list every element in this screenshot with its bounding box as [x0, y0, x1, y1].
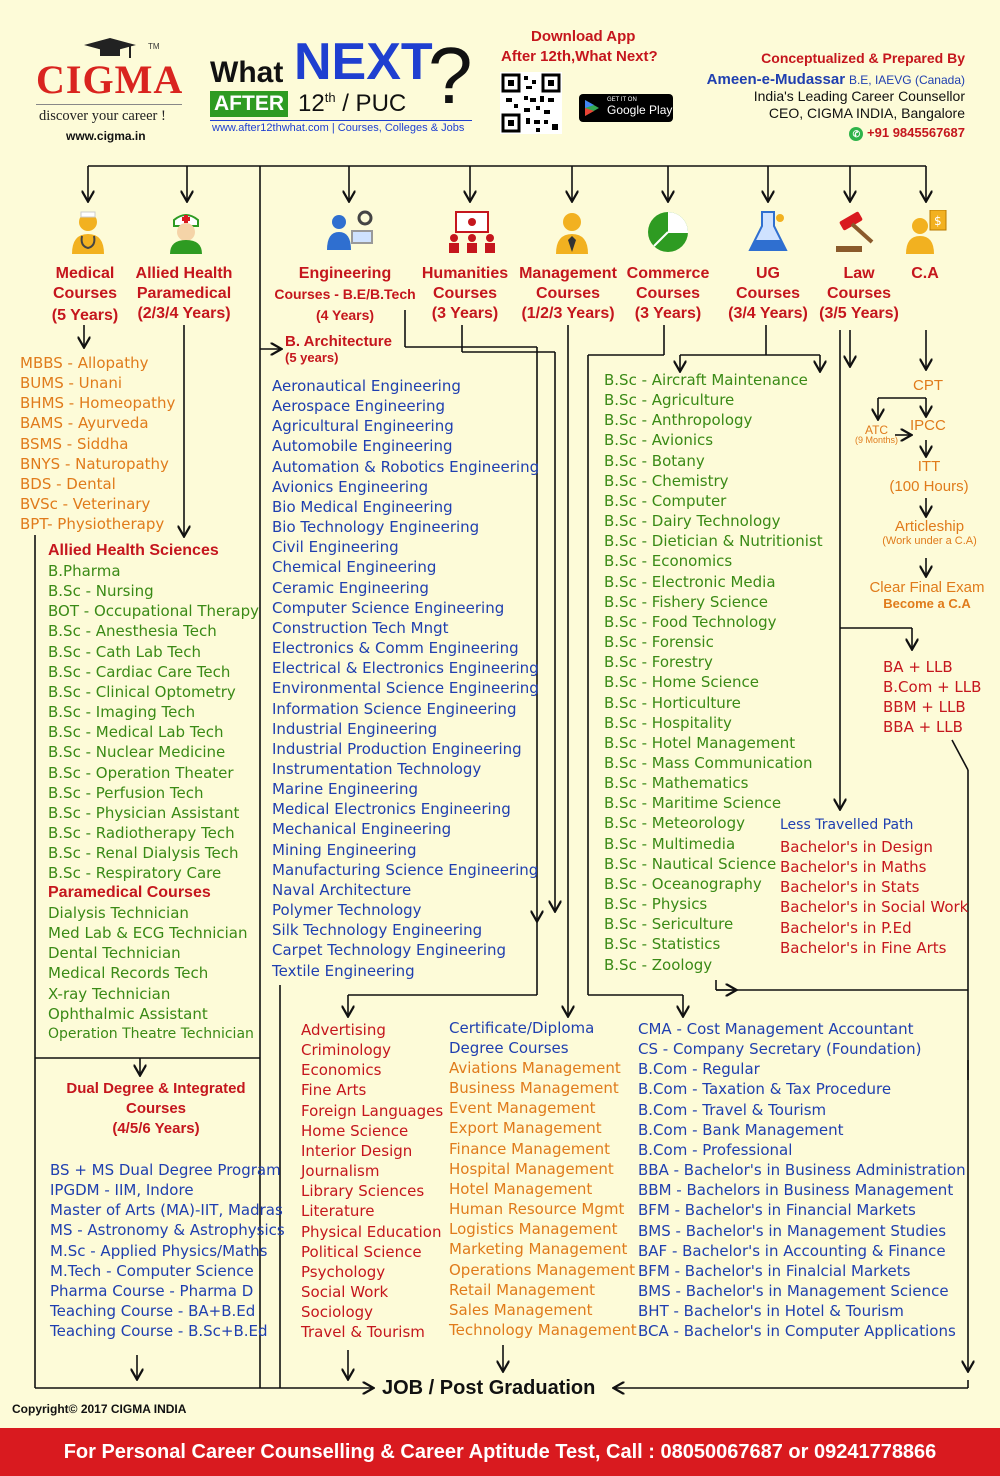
google-play-button[interactable]	[579, 94, 673, 122]
author-block	[680, 50, 965, 145]
list-item[interactable]: Dental Technician	[48, 944, 181, 963]
category-law-years: (3/5 Years)	[819, 305, 899, 322]
list-item[interactable]: Environmental Science Engineering	[272, 679, 539, 698]
ca-final-exam[interactable]	[864, 579, 990, 611]
graduation-cap-icon	[84, 38, 136, 54]
list-item[interactable]: Advertising	[301, 1021, 386, 1039]
category-engineering-l2: Courses - B.E/B.Tech	[274, 286, 416, 302]
list-item[interactable]: Travel & Tourism	[301, 1323, 425, 1342]
download-section	[495, 28, 685, 143]
ca-become-label: Become a C.A	[883, 596, 971, 611]
list-item[interactable]: Teaching Course - B.Sc+B.Ed	[50, 1322, 268, 1341]
list-item[interactable]: B.Sc - Statistics	[604, 935, 721, 954]
puc-text: / PUC	[342, 90, 407, 117]
list-item[interactable]: B.Com - Professional	[638, 1140, 793, 1159]
medical-courses-list	[20, 353, 175, 534]
list-item[interactable]: B.Sc - Respiratory Care	[48, 864, 222, 883]
less-travelled-heading: Less Travelled Path	[780, 817, 914, 833]
list-item[interactable]: Retail Management	[449, 1280, 595, 1299]
list-item[interactable]: B.Sc - Food Technology	[604, 612, 777, 631]
ca-articleship-note: (Work under a C.A)	[882, 535, 977, 547]
list-item[interactable]: BHT - Bachelor's in Hotel & Tourism	[638, 1302, 904, 1321]
category-commerce-years: (3 Years)	[634, 305, 702, 322]
list-item[interactable]: Bio Medical Engineering	[272, 497, 453, 516]
ca-cpt[interactable]: CPT	[913, 377, 943, 394]
list-item[interactable]: BUMS - Unani	[20, 374, 123, 393]
list-item[interactable]: Electrical & Electronics Engineering	[272, 659, 539, 678]
doctor-icon	[66, 210, 110, 254]
ca-ipcc[interactable]: IPCC	[910, 417, 946, 434]
author-role-1: India's Leading Career Counsellor	[753, 88, 965, 104]
ca-articleship[interactable]	[872, 518, 987, 547]
category-management-l1: Management	[519, 265, 617, 282]
list-item[interactable]: B.Sc - Zoology	[604, 955, 713, 974]
classroom-icon	[446, 210, 498, 254]
list-item[interactable]: Fine Arts	[301, 1081, 367, 1100]
list-item[interactable]: X-ray Technician	[48, 984, 171, 1003]
author-phone: +91 9845567687	[867, 125, 965, 140]
paramedical-heading: Paramedical Courses	[48, 884, 211, 901]
list-item[interactable]: B.Sc - Physician Assistant	[48, 803, 240, 822]
list-item[interactable]: Teaching Course - BA+B.Ed	[50, 1302, 256, 1321]
list-item[interactable]: B.Sc - Operation Theater	[48, 763, 234, 782]
law-courses-list	[883, 657, 981, 738]
dual-degree-l2: Courses	[125, 1100, 187, 1117]
dual-degree-heading	[52, 1079, 260, 1139]
list-item[interactable]: Interior Design	[301, 1141, 413, 1160]
list-item[interactable]: Manufacturing Science Engineering	[272, 860, 539, 879]
list-item[interactable]: Medical Electronics Engineering	[272, 800, 511, 819]
list-item[interactable]: Instrumentation Technology	[272, 759, 482, 778]
list-item[interactable]: B.Sc - Medical Lab Tech	[48, 723, 224, 742]
trademark-mark: TM	[148, 42, 160, 51]
list-item: Certificate/Diploma	[449, 1019, 595, 1037]
store-small-label: GET IT ON	[607, 97, 637, 103]
category-humanities[interactable]	[418, 264, 512, 324]
list-item[interactable]: Textile Engineering	[272, 961, 415, 980]
category-law-l1: Law	[843, 265, 875, 282]
store-name-label: Google Play	[607, 103, 673, 117]
category-allied-l1: Allied Health	[135, 265, 233, 282]
dual-degree-list	[50, 1160, 285, 1341]
author-quals: B.E, IAEVG (Canada)	[848, 73, 965, 87]
author-name: Ameen-e-Mudassar	[706, 71, 846, 88]
category-commerce-l1: Commerce	[626, 265, 710, 282]
list-item[interactable]: B.Sc - Fishery Science	[604, 592, 768, 611]
list-item[interactable]: B.Sc - Mathematics	[604, 774, 749, 793]
list-item[interactable]: Automation & Robotics Engineering	[272, 457, 540, 476]
list-item[interactable]: B.Sc - Nautical Science	[604, 854, 777, 873]
list-item[interactable]: Export Management	[449, 1119, 602, 1138]
twelfth-suffix: th	[324, 90, 336, 105]
list-item[interactable]: B.Sc - Botany	[604, 451, 705, 470]
category-medical-l2: Courses	[52, 285, 118, 302]
list-item[interactable]: Dialysis Technician	[48, 904, 189, 922]
list-item[interactable]: Avionics Engineering	[272, 477, 429, 496]
title-next: NEXT	[294, 33, 433, 91]
subtitle-link[interactable]: www.after12thwhat.com	[212, 122, 329, 134]
category-ug-l1: UG	[756, 265, 780, 282]
list-item[interactable]: Chemical Engineering	[272, 558, 437, 577]
list-item[interactable]: Operation Theatre Technician	[48, 1025, 254, 1042]
list-item[interactable]: Hospital Management	[449, 1159, 614, 1178]
list-item[interactable]: B.Sc - Multimedia	[604, 834, 736, 853]
category-ca-l1: C.A	[911, 265, 939, 282]
list-item[interactable]: B.Sc - Cath Lab Tech	[48, 642, 202, 661]
category-ug[interactable]	[722, 264, 814, 324]
prepared-by: Conceptualized & Prepared By	[761, 50, 965, 66]
list-item[interactable]: Electronics & Comm Engineering	[272, 639, 519, 658]
ca-atc[interactable]	[855, 423, 898, 445]
list-item[interactable]: Psychology	[301, 1262, 386, 1281]
question-mark: ?	[428, 31, 473, 120]
title-what: What	[210, 56, 284, 89]
list-item[interactable]: Industrial Production Engineering	[272, 739, 522, 758]
list-item[interactable]: B.Sc - Sericulture	[604, 915, 734, 934]
category-ca[interactable]	[900, 264, 950, 284]
list-item[interactable]: Silk Technology Engineering	[272, 921, 483, 940]
category-engineering-years: (4 Years)	[315, 307, 375, 323]
list-item[interactable]: B.Sc - Oceanography	[604, 874, 762, 893]
category-engineering[interactable]	[266, 264, 424, 325]
management-heading-list	[449, 1018, 594, 1058]
category-allied[interactable]	[124, 264, 244, 324]
category-allied-years: (2/3/4 Years)	[137, 305, 231, 322]
category-law-l2: Courses	[826, 285, 892, 302]
ca-itt-label: ITT	[917, 458, 941, 475]
title-rule	[210, 120, 472, 121]
list-item[interactable]: Economics	[301, 1061, 382, 1080]
twelfth-number: 12	[298, 90, 325, 117]
list-item[interactable]: Bachelor's in Stats	[780, 878, 920, 897]
qr-code-icon[interactable]	[500, 72, 562, 134]
list-item[interactable]: Marine Engineering	[272, 780, 418, 799]
ca-atc-duration: (9 Months)	[855, 435, 899, 445]
list-item[interactable]: Literature	[301, 1202, 375, 1221]
list-item[interactable]: Aviations Management	[449, 1059, 621, 1077]
list-item[interactable]: BA + LLB	[883, 658, 953, 676]
download-subtitle: After 12th,What Next?	[501, 48, 658, 65]
list-item[interactable]: B.Sc - Economics	[604, 552, 733, 571]
list-item[interactable]: Bachelor's in Maths	[780, 858, 927, 877]
list-item[interactable]: Social Work	[301, 1283, 389, 1302]
list-item[interactable]: B.Sc - Maritime Science	[604, 794, 782, 813]
logo-tagline: discover your career !	[39, 108, 166, 124]
category-humanities-years: (3 Years)	[431, 305, 499, 322]
list-item[interactable]: BAF - Bachelor's in Accounting & Finance	[638, 1241, 946, 1260]
list-item[interactable]: Logistics Management	[449, 1220, 618, 1239]
category-medical[interactable]	[40, 264, 130, 326]
job-post-graduation[interactable]: JOB / Post Graduation	[382, 1377, 596, 1399]
list-item[interactable]: B.Sc - Dairy Technology	[604, 512, 781, 531]
list-item[interactable]: B.Sc - Computer	[604, 491, 727, 510]
list-item[interactable]: Information Science Engineering	[272, 699, 517, 718]
page-title	[210, 31, 480, 138]
pie-chart-icon	[646, 210, 690, 254]
list-item[interactable]: B.Sc - Electronic Media	[604, 572, 776, 591]
footer-banner[interactable]: For Personal Career Counselling & Career Aptitude Test, Call : 08050067687 or 09241778866	[0, 1428, 1000, 1476]
category-management-years: (1/2/3 Years)	[521, 305, 615, 322]
list-item[interactable]: BFM - Bachelor's in Finalcial Markets	[638, 1261, 911, 1280]
list-item[interactable]: BPT- Physiotherapy	[20, 515, 165, 534]
list-item[interactable]: Event Management	[449, 1099, 596, 1118]
cigma-logo[interactable]	[36, 38, 186, 148]
category-ug-years: (3/4 Years)	[728, 305, 808, 322]
humanities-list	[301, 1020, 443, 1343]
list-item[interactable]: Pharma Course - Pharma D	[50, 1281, 254, 1300]
list-item[interactable]: Aeronautical Engineering	[272, 377, 461, 395]
category-medical-years: (5 Years)	[51, 307, 119, 324]
list-item[interactable]: B.Com + LLB	[883, 678, 982, 697]
category-management[interactable]	[516, 264, 620, 324]
list-item[interactable]: B.Sc - Forensic	[604, 633, 714, 652]
list-item[interactable]: B.Sc - Hospitality	[604, 713, 732, 732]
list-item[interactable]: BDS - Dental	[20, 474, 116, 493]
list-item[interactable]: BSMS - Siddha	[20, 434, 129, 453]
title-after-badge: AFTER	[210, 91, 288, 117]
list-item[interactable]: Bachelor's in Fine Arts	[780, 938, 947, 957]
list-item[interactable]: BCA - Bachelor's in Computer Applications	[638, 1322, 956, 1341]
category-allied-l2: Paramedical	[136, 285, 232, 302]
list-item[interactable]: Carpet Technology Engineering	[272, 941, 507, 960]
list-item[interactable]: Mechanical Engineering	[272, 820, 452, 839]
list-item[interactable]: BS + MS Dual Degree Program	[50, 1161, 281, 1179]
list-item[interactable]: BOT - Occupational Therapy	[48, 602, 259, 621]
list-item[interactable]: B.Sc - Agriculture	[604, 391, 735, 410]
list-item[interactable]: B.Sc - Avionics	[604, 431, 714, 450]
subtitle-rest: | Courses, Colleges & Jobs	[331, 122, 465, 134]
list-item[interactable]: Operations Management	[449, 1260, 636, 1279]
list-item[interactable]: Finance Management	[449, 1139, 610, 1158]
list-item[interactable]: B.Sc - Mass Communication	[604, 753, 813, 772]
list-item[interactable]: Library Sciences	[301, 1182, 425, 1201]
nurse-icon	[164, 210, 208, 254]
category-engineering-l1: Engineering	[298, 265, 392, 282]
list-item[interactable]: BBA + LLB	[883, 718, 963, 737]
list-item[interactable]: M.Tech - Computer Science	[50, 1261, 254, 1280]
list-item[interactable]: Bachelor's in P.Ed	[780, 918, 912, 937]
list-item[interactable]: Sales Management	[449, 1300, 593, 1319]
category-law[interactable]	[814, 264, 904, 324]
list-item[interactable]: B.Sc - Clinical Optometry	[48, 682, 236, 701]
list-item[interactable]: B.Sc - Cardiac Care Tech	[48, 662, 231, 681]
list-item: Degree Courses	[449, 1039, 569, 1058]
category-commerce-l2: Courses	[635, 285, 701, 302]
list-item[interactable]: Ceramic Engineering	[272, 578, 429, 597]
list-item[interactable]: B.Sc - Aircraft Maintenance	[604, 371, 808, 389]
list-item[interactable]: Polymer Technology	[272, 901, 422, 920]
list-item[interactable]: Technology Management	[449, 1321, 637, 1340]
list-item[interactable]: Ophthalmic Assistant	[48, 1004, 208, 1023]
download-title: Download App	[531, 28, 636, 45]
list-item[interactable]: Bachelor's in Design	[780, 838, 933, 856]
list-item[interactable]: B.Sc - Perfusion Tech	[48, 783, 204, 802]
list-item[interactable]: B.Sc - Horticulture	[604, 693, 741, 712]
category-humanities-l1: Humanities	[421, 265, 509, 282]
list-item[interactable]: Foreign Languages	[301, 1101, 444, 1120]
list-item[interactable]: B.Sc - Radiotherapy Tech	[48, 824, 235, 843]
author-name-line	[707, 71, 965, 88]
list-item[interactable]: M.Sc - Applied Physics/Maths	[50, 1241, 268, 1260]
list-item[interactable]: Bio Technology Engineering	[272, 518, 480, 537]
list-item[interactable]: B.Sc - Imaging Tech	[48, 703, 196, 722]
list-item[interactable]: Home Science	[301, 1121, 409, 1140]
list-item[interactable]: Sociology	[301, 1303, 374, 1322]
list-item[interactable]: Industrial Engineering	[272, 719, 438, 738]
list-item[interactable]: Physical Education	[301, 1222, 442, 1241]
management-list	[449, 1058, 637, 1340]
list-item[interactable]: BNYS - Naturopathy	[20, 454, 169, 473]
list-item[interactable]: Mining Engineering	[272, 840, 417, 859]
play-store-icon	[585, 100, 599, 116]
logo-wordmark: CIGMA	[36, 57, 184, 102]
list-item[interactable]: BFM - Bachelor's in Financial Markets	[638, 1201, 916, 1220]
list-item[interactable]: B.Com - Taxation & Tax Procedure	[638, 1080, 892, 1099]
category-management-l2: Courses	[535, 285, 601, 302]
svg-text:$: $	[934, 214, 942, 228]
list-item[interactable]: Criminology	[301, 1041, 392, 1060]
list-item[interactable]: B.Sc - Nursing	[48, 582, 154, 601]
list-item[interactable]: Master of Arts (MA)-IIT, Madras	[50, 1201, 283, 1220]
commerce-list	[638, 1019, 966, 1342]
list-item[interactable]: B.Sc - Chemistry	[604, 471, 729, 490]
category-commerce[interactable]	[622, 264, 714, 324]
allied-health-list	[48, 561, 259, 884]
ca-itt[interactable]	[887, 457, 971, 497]
list-item[interactable]: B.Com - Regular	[638, 1060, 760, 1079]
category-humanities-l2: Courses	[432, 285, 498, 302]
category-ug-l2: Courses	[735, 285, 801, 302]
list-item[interactable]: Aerospace Engineering	[272, 397, 446, 416]
list-item[interactable]: BBM - Bachelors in Business Management	[638, 1181, 954, 1200]
list-item[interactable]: CS - Company Secretary (Foundation)	[638, 1040, 922, 1059]
title-subtitle	[212, 122, 464, 134]
list-item[interactable]: Journalism	[301, 1162, 380, 1181]
dual-degree-years: (4/5/6 Years)	[112, 1120, 200, 1137]
list-item[interactable]: Political Science	[301, 1242, 422, 1261]
list-item[interactable]: BMS - Bachelor's in Management Science	[638, 1282, 949, 1301]
manager-icon	[550, 210, 594, 254]
ca-articleship-label: Articleship	[894, 518, 965, 535]
list-item[interactable]: Civil Engineering	[272, 538, 399, 557]
list-item[interactable]: Naval Architecture	[272, 880, 412, 899]
accountant-icon	[904, 210, 948, 254]
logo-underline	[36, 104, 182, 105]
whatsapp-icon: ✆	[849, 127, 863, 141]
list-item[interactable]: B.Com - Travel & Tourism	[638, 1100, 827, 1119]
list-item[interactable]: Marketing Management	[449, 1240, 628, 1259]
list-item[interactable]: B.Sc - Home Science	[604, 673, 759, 692]
ca-itt-duration: (100 Hours)	[889, 478, 969, 495]
list-item[interactable]: B.Sc - Dietician & Nutritionist	[604, 532, 823, 551]
ca-final-exam-label: Clear Final Exam	[869, 579, 985, 596]
architecture-node[interactable]	[285, 333, 392, 365]
list-item[interactable]: Computer Science Engineering	[272, 598, 505, 617]
list-item[interactable]: B.Pharma	[48, 562, 121, 580]
list-item[interactable]: B.Sc - Hotel Management	[604, 733, 796, 752]
author-phone-line[interactable]	[849, 125, 965, 141]
list-item[interactable]: BHMS - Homeopathy	[20, 394, 176, 413]
list-item[interactable]: Business Management	[449, 1079, 619, 1098]
allied-health-heading: Allied Health Sciences	[48, 542, 219, 559]
list-item[interactable]: B.Com - Bank Management	[638, 1120, 844, 1139]
list-item[interactable]: B.Sc - Anesthesia Tech	[48, 622, 217, 641]
copyright: Copyright© 2017 CIGMA INDIA	[12, 1402, 187, 1416]
list-item[interactable]: Human Resource Mgmt	[449, 1200, 625, 1219]
list-item[interactable]: BAMS - Ayurveda	[20, 414, 149, 433]
list-item[interactable]: MS - Astronomy & Astrophysics	[50, 1221, 285, 1240]
dual-degree-l1: Dual Degree & Integrated	[66, 1080, 246, 1097]
list-item[interactable]: Medical Records Tech	[48, 964, 209, 983]
list-item[interactable]: Automobile Engineering	[272, 437, 453, 456]
category-medical-l1: Medical	[55, 265, 115, 282]
ca-atc-label: ATC	[864, 423, 889, 437]
website-link[interactable]: www.cigma.in	[66, 129, 146, 143]
list-item[interactable]: B.Sc - Anthropology	[604, 411, 753, 430]
list-item[interactable]: B.Sc - Renal Dialysis Tech	[48, 844, 239, 863]
title-twelfth	[298, 90, 406, 118]
list-item[interactable]: BBM + LLB	[883, 698, 966, 717]
list-item[interactable]: BMS - Bachelor's in Management Studies	[638, 1221, 947, 1240]
engineer-icon	[325, 210, 377, 254]
list-item[interactable]: CMA - Cost Management Accountant	[638, 1020, 914, 1038]
flask-icon	[746, 210, 790, 254]
list-item[interactable]: Bachelor's in Social Work	[780, 898, 969, 917]
less-travelled-list	[780, 837, 968, 958]
paramedical-list	[48, 903, 254, 1044]
list-item[interactable]: Construction Tech Mngt	[272, 618, 449, 637]
list-item[interactable]: BVSc - Veterinary	[20, 495, 151, 514]
list-item[interactable]: MBBS - Allopathy	[20, 354, 149, 372]
list-item[interactable]: IPGDM - IIM, Indore	[50, 1181, 194, 1200]
list-item[interactable]: Med Lab & ECG Technician	[48, 924, 248, 943]
list-item[interactable]: B.Sc - Forestry	[604, 653, 713, 672]
list-item[interactable]: B.Sc - Meteorology	[604, 814, 745, 833]
list-item[interactable]: Agricultural Engineering	[272, 417, 454, 436]
author-role-2: CEO, CIGMA INDIA, Bangalore	[768, 105, 965, 121]
architecture-label: B. Architecture	[285, 333, 392, 350]
list-item[interactable]: B.Sc - Nuclear Medicine	[48, 743, 226, 762]
list-item[interactable]: BBA - Bachelor's in Business Administration	[638, 1161, 966, 1180]
engineering-list	[272, 376, 539, 981]
architecture-years: (5 years)	[285, 350, 339, 365]
list-item[interactable]: B.Sc - Physics	[604, 895, 708, 914]
list-item[interactable]: Hotel Management	[449, 1179, 593, 1198]
gavel-icon	[834, 210, 878, 254]
